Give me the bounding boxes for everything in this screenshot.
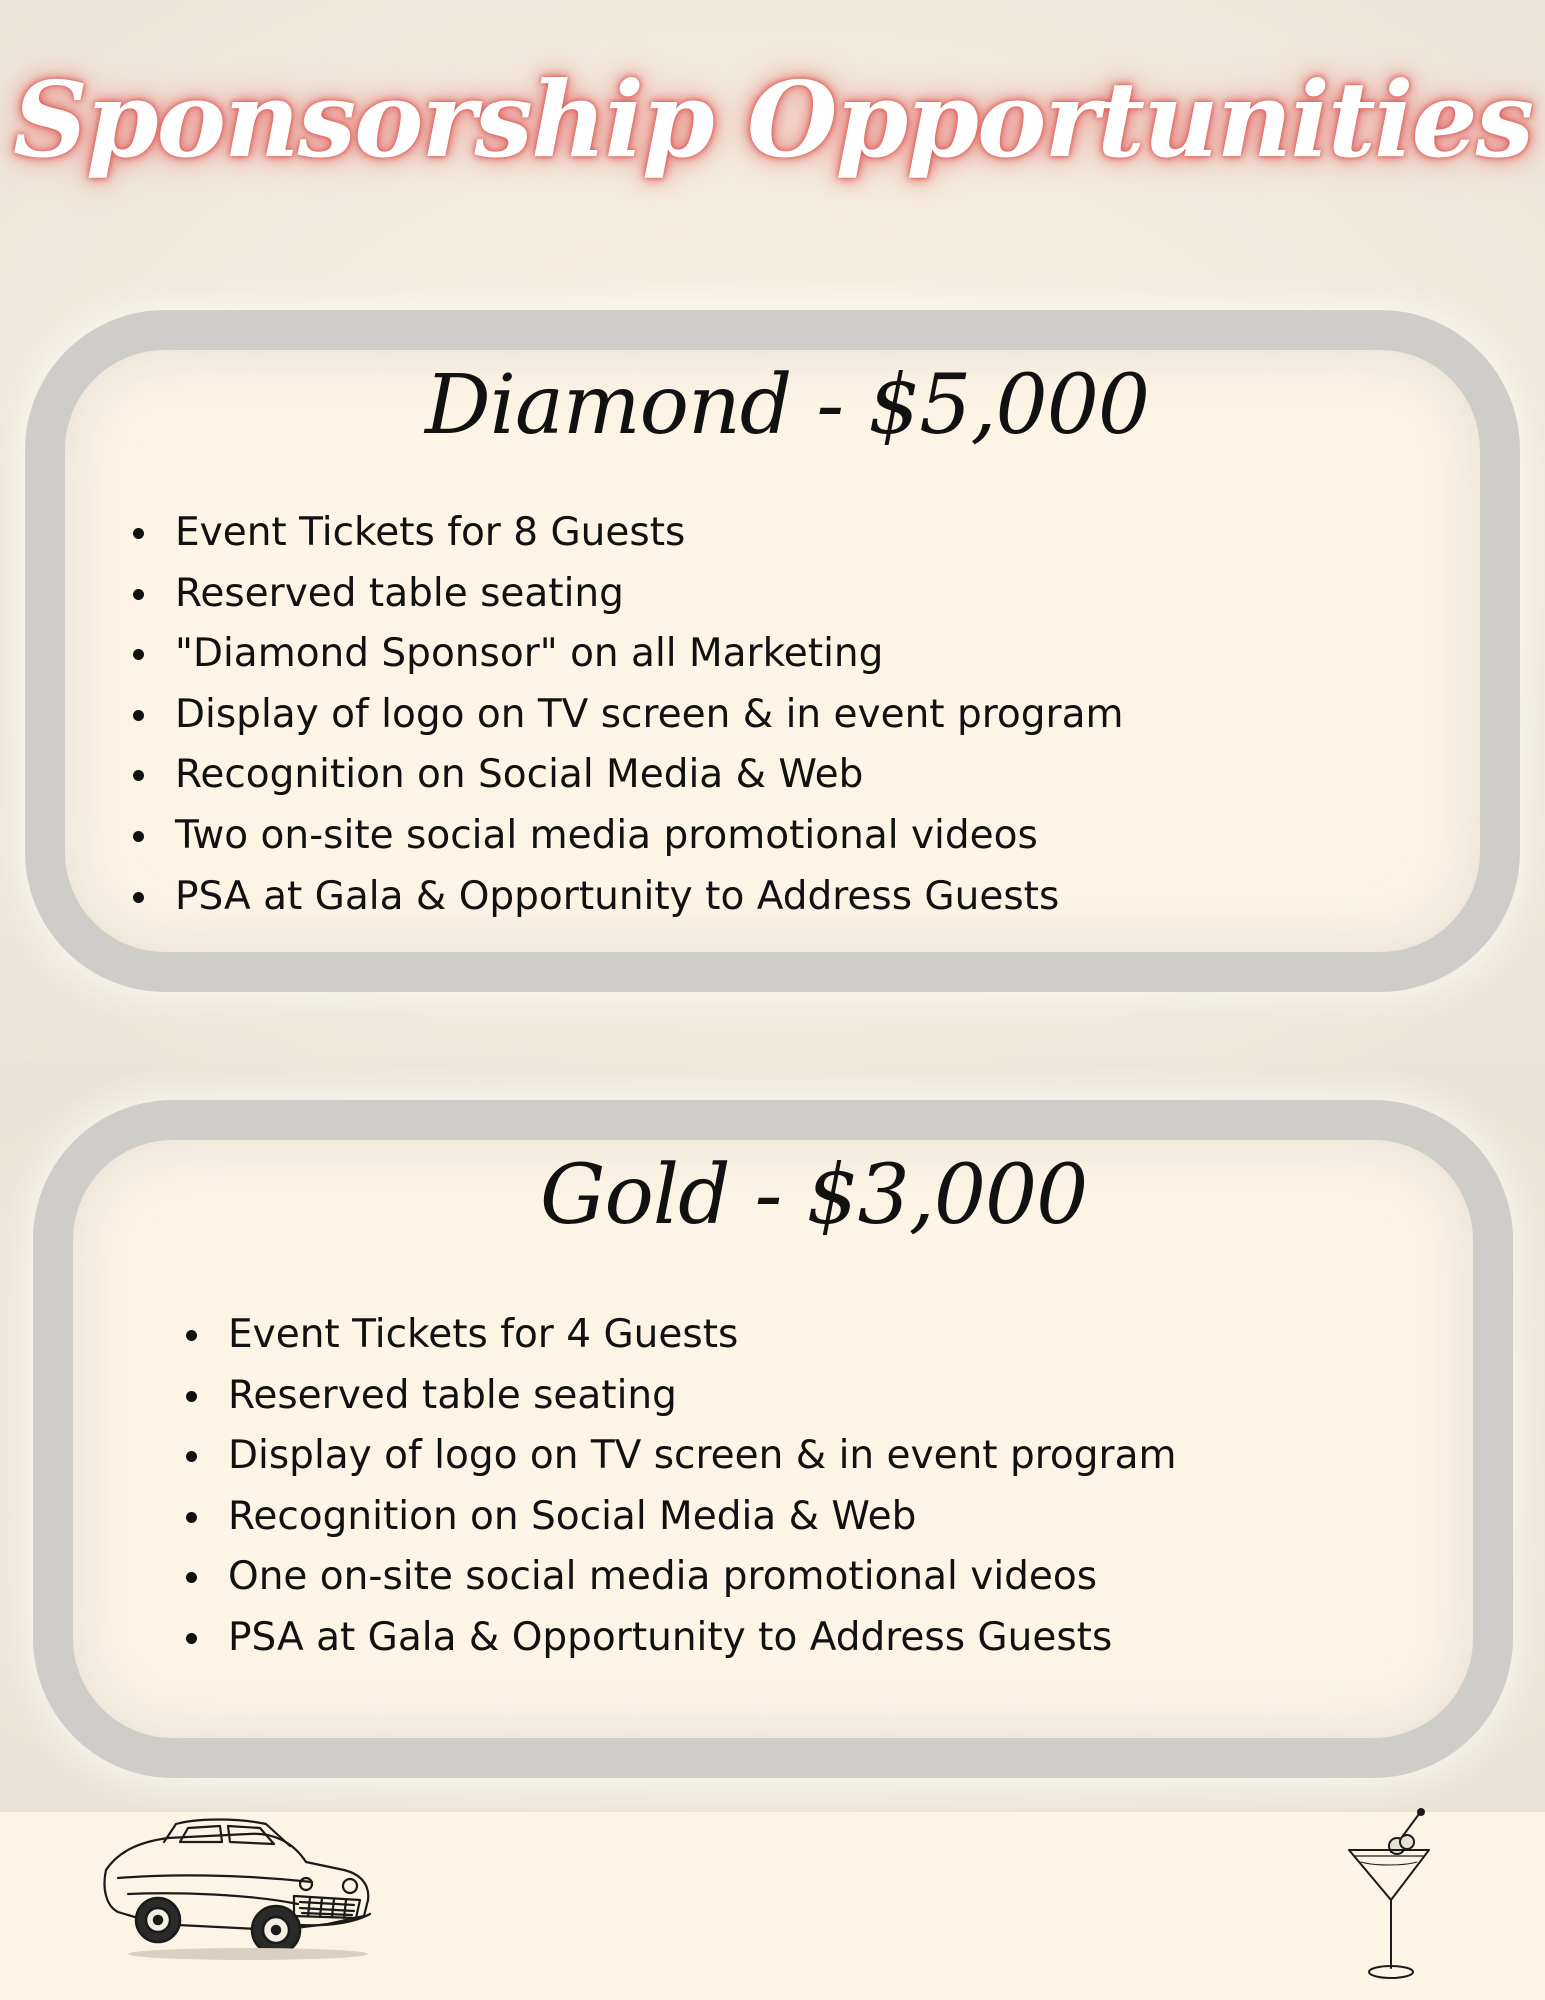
benefit-text: Display of logo on TV screen & in event program (175, 691, 1124, 737)
bullet-icon (133, 710, 144, 721)
bullet-icon (186, 1391, 197, 1402)
benefit-text: PSA at Gala & Opportunity to Address Guests (175, 873, 1060, 919)
list-item (178, 1305, 1176, 1366)
benefit-text: PSA at Gala & Opportunity to Address Guests (228, 1614, 1113, 1660)
benefit-text: Two on-site social media promotional videos (175, 812, 1038, 858)
list-item (125, 503, 1123, 564)
benefit-text: Recognition on Social Media & Web (175, 752, 864, 798)
list-item (125, 806, 1123, 867)
bullet-icon (133, 589, 144, 600)
bullet-icon (186, 1330, 197, 1341)
benefit-text: Display of logo on TV screen & in event program (228, 1433, 1177, 1479)
benefit-text: Event Tickets for 4 Guests (228, 1312, 739, 1357)
list-item (178, 1487, 1176, 1548)
martini-glass-icon (1345, 1808, 1435, 1988)
diamond-tier-heading: Diamond - $5,000 (425, 358, 1150, 453)
list-item (125, 745, 1123, 806)
list-item (178, 1366, 1176, 1427)
page-title: Sponsorship Opportunities (12, 58, 1533, 181)
gold-tier-heading: Gold - $3,000 (540, 1148, 1088, 1243)
benefit-text: Recognition on Social Media & Web (228, 1493, 917, 1539)
list-item (125, 685, 1123, 746)
list-item (125, 867, 1123, 928)
list-item (178, 1608, 1176, 1669)
benefit-text: "Diamond Sponsor" on all Marketing (175, 631, 884, 677)
list-item (178, 1426, 1176, 1487)
benefit-text: One on-site social media promotional videos (228, 1554, 1098, 1600)
diamond-benefit-list (125, 503, 1123, 927)
bullet-icon (186, 1451, 197, 1462)
bullet-icon (133, 649, 144, 660)
bullet-icon (133, 528, 144, 539)
bullet-icon (186, 1512, 197, 1523)
bullet-icon (186, 1633, 197, 1644)
benefit-text: Event Tickets for 8 Guests (175, 510, 686, 555)
bullet-icon (133, 892, 144, 903)
list-item (125, 564, 1123, 625)
benefit-text: Reserved table seating (228, 1372, 677, 1418)
vintage-car-icon (98, 1812, 378, 1962)
bullet-icon (186, 1572, 197, 1583)
list-item (125, 624, 1123, 685)
gold-benefit-list (178, 1305, 1176, 1669)
list-item (178, 1547, 1176, 1608)
benefit-text: Reserved table seating (175, 570, 624, 616)
bullet-icon (133, 831, 144, 842)
bullet-icon (133, 770, 144, 781)
